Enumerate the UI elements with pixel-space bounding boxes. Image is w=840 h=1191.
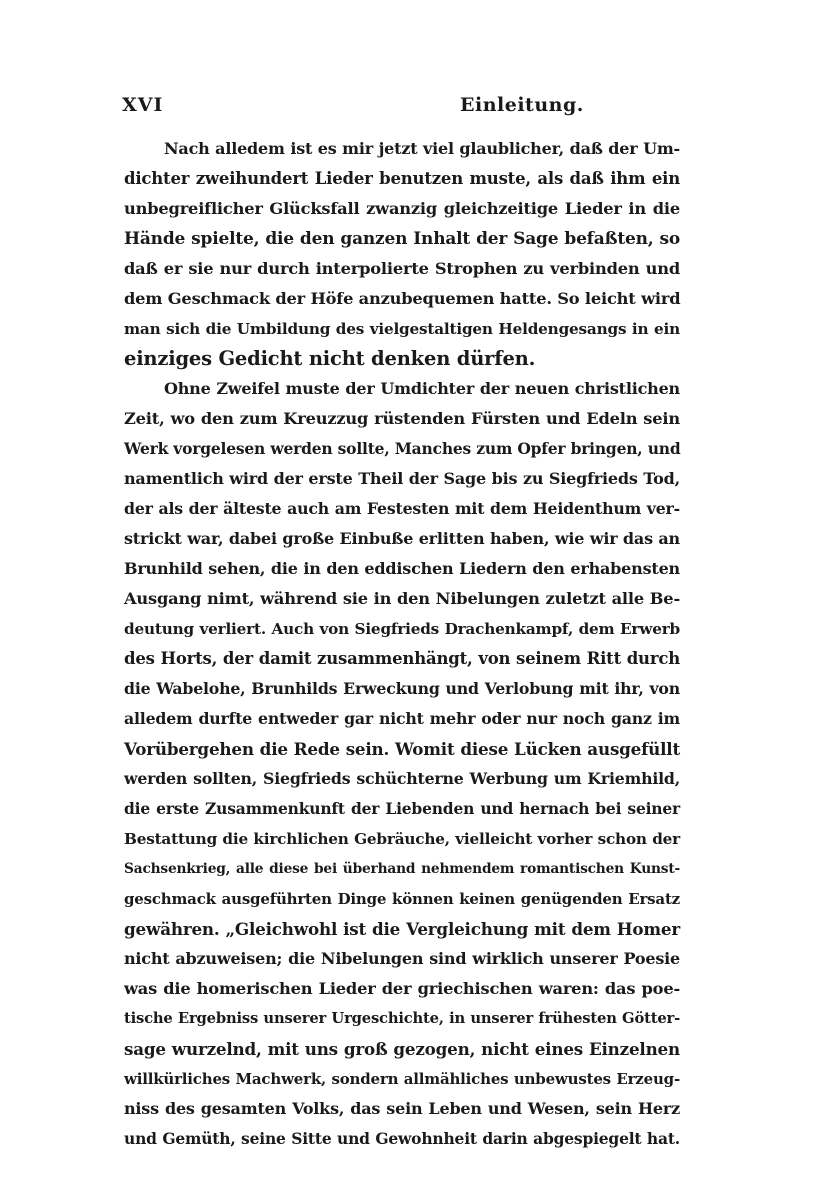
text-line: alledem durfte entweder gar nicht mehr oder nur noch ganz im [124,709,680,728]
text-line: man sich die Umbildung des vielgestaltigen Heldengesangs in ein [124,320,680,338]
text-line: und Gemüth, seine Sitte und Gewohnheit darin abgespiegelt hat. [124,1129,680,1148]
text-line: niss des gesamten Volks, das sein Leben und Wesen, sein Herz [124,1099,680,1118]
text-line: des Horts, der damit zusammenhängt, von seinem Ritt durch [124,649,680,668]
text-line: strickt war, dabei große Einbuße erlitten haben, wie wir das an [124,529,680,548]
text-line: Brunhild sehen, die in den eddischen Liedern den erhabensten [124,559,680,578]
text-line: unbegreiflicher Glücksfall zwanzig gleichzeitige Lieder in die [124,199,680,218]
text-line: der als der älteste auch am Festesten mit dem Heidenthum ver- [124,499,680,518]
text-line: willkürliches Machwerk, sondern allmähliches unbewustes Erzeug- [124,1070,680,1088]
text-line: Vorübergehen die Rede sein. Womit diese Lücken ausgefüllt [124,739,680,759]
text-line: werden sollten, Siegfrieds schüchterne Werbung um Kriemhild, [124,769,680,788]
paragraph [124,134,680,374]
text-line: Ohne Zweifel muste der Umdichter der neuen christlichen [164,379,680,398]
text-line: Hände spielte, die den ganzen Inhalt der Sage befaßten, so [124,229,680,249]
text-line: tische Ergebniss unserer Urgeschichte, in unserer frühesten Götter- [124,1010,680,1027]
text-line: Ausgang nimt, während sie in den Nibelungen zuletzt alle Be- [124,589,680,608]
text-line: gewähren. „Gleichwohl ist die Vergleichung mit dem Homer [124,919,680,939]
text-line: nicht abzuweisen; die Nibelungen sind wirklich unserer Poesie [124,949,680,968]
running-head: Einleitung. [460,94,584,116]
body-text [124,134,680,1154]
text-line: Bestattung die kirchlichen Gebräuche, vielleicht vorher schon der [124,830,680,848]
paragraph [124,374,680,1154]
text-line: daß er sie nur durch interpolierte Strophen zu verbinden und [124,259,680,278]
text-line: die Wabelohe, Brunhilds Erweckung und Verlobung mit ihr, von [124,679,680,698]
page-number: XVI [122,94,164,116]
text-line: namentlich wird der erste Theil der Sage bis zu Siegfrieds Tod, [124,469,680,488]
text-line: deutung verliert. Auch von Siegfrieds Drachenkampf, dem Erwerb [124,620,680,638]
page-header [122,94,684,124]
text-line: Sachsenkrieg, alle diese bei überhand nehmendem romantischen Kunst- [124,861,680,877]
text-line: einziges Gedicht nicht denken dürfen. [124,347,536,370]
text-line: was die homerischen Lieder der griechischen waren: das poe- [124,979,680,998]
text-line: dichter zweihundert Lieder benutzen muste, als daß ihm ein [124,169,680,188]
text-line: geschmack ausgeführten Dinge können keinen genügenden Ersatz [124,890,680,908]
text-line: sage wurzelnd, mit uns groß gezogen, nicht eines Einzelnen [124,1039,680,1059]
text-line: dem Geschmack der Höfe anzubequemen hatte. So leicht wird [124,289,681,308]
text-line: Werk vorgelesen werden sollte, Manches zum Opfer bringen, und [124,439,681,458]
text-line: Zeit, wo den zum Kreuzzug rüstenden Fürsten und Edeln sein [124,409,680,428]
text-line: die erste Zusammenkunft der Liebenden und hernach bei seiner [124,799,680,818]
text-line: Nach alledem ist es mir jetzt viel glaublicher, daß der Um- [164,139,680,158]
